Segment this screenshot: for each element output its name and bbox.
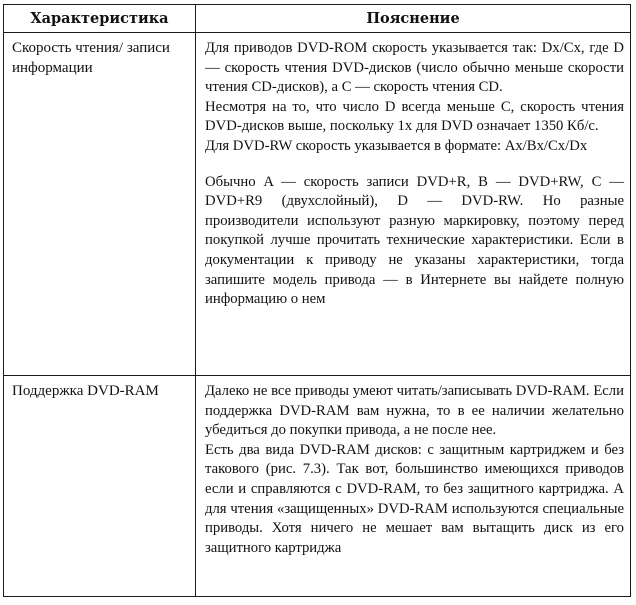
characteristic-cell: Поддержка DVD-RAM	[4, 376, 196, 597]
header-characteristic: Характеристика	[4, 5, 196, 33]
explanation-paragraph: Для DVD-RW скорость указывается в формате: Ax/Bx/Cx/Dx	[205, 137, 588, 154]
explanation-paragraph: Обычно A — скорость записи DVD+R, B — DVD+RW, C — DVD+R9 (двухслойный), D — DVD-RW. Но разные производители используют разную маркировку, поэтому перед покупкой лучше прочитать технические характеристики. Если в документации к приводу не указаны характеристики, тогда запишите модель привода — в Интернете вы найдете полную информацию о нем	[205, 173, 624, 308]
characteristic-cell: Скорость чтения/ записи информации	[4, 33, 196, 376]
characteristics-table	[3, 4, 631, 597]
explanation-paragraph: Несмотря на то, что число D всегда меньше C, скорость чтения DVD-дисков выше, поскольку 1x для DVD означает 1350 Кб/с.	[205, 98, 624, 135]
explanation-paragraph: Есть два вида DVD-RAM дисков: с защитным картриджем и без такового (рис. 7.3). Так вот, большинство имеющихся приводов если и справляются с DVD-RAM, то без защитного картриджа. А для чтения «защищенных» DVD-RAM используются специальные приводы. Хотя ничего не мешает вам вытащить диск из его защитного картриджа	[205, 441, 624, 556]
explanation-cell	[196, 376, 631, 597]
header-explanation: Пояснение	[196, 5, 631, 33]
table-row	[4, 33, 631, 376]
explanation-paragraph: Для приводов DVD-ROM скорость указывается так: Dx/Cx, где D — скорость чтения DVD-дисков (число обычно меньше скорости чтения CD-дисков), а C — скорость чтения CD.	[205, 40, 624, 96]
explanation-cell	[196, 33, 631, 376]
explanation-paragraph: Далеко не все приводы умеют читать/записывать DVD-RAM. Если поддержка DVD-RAM вам нужна, то в ее наличии желательно убедиться до покупки привода, а не после нее.	[205, 383, 624, 439]
table-header-row	[4, 5, 631, 33]
table-row	[4, 376, 631, 597]
